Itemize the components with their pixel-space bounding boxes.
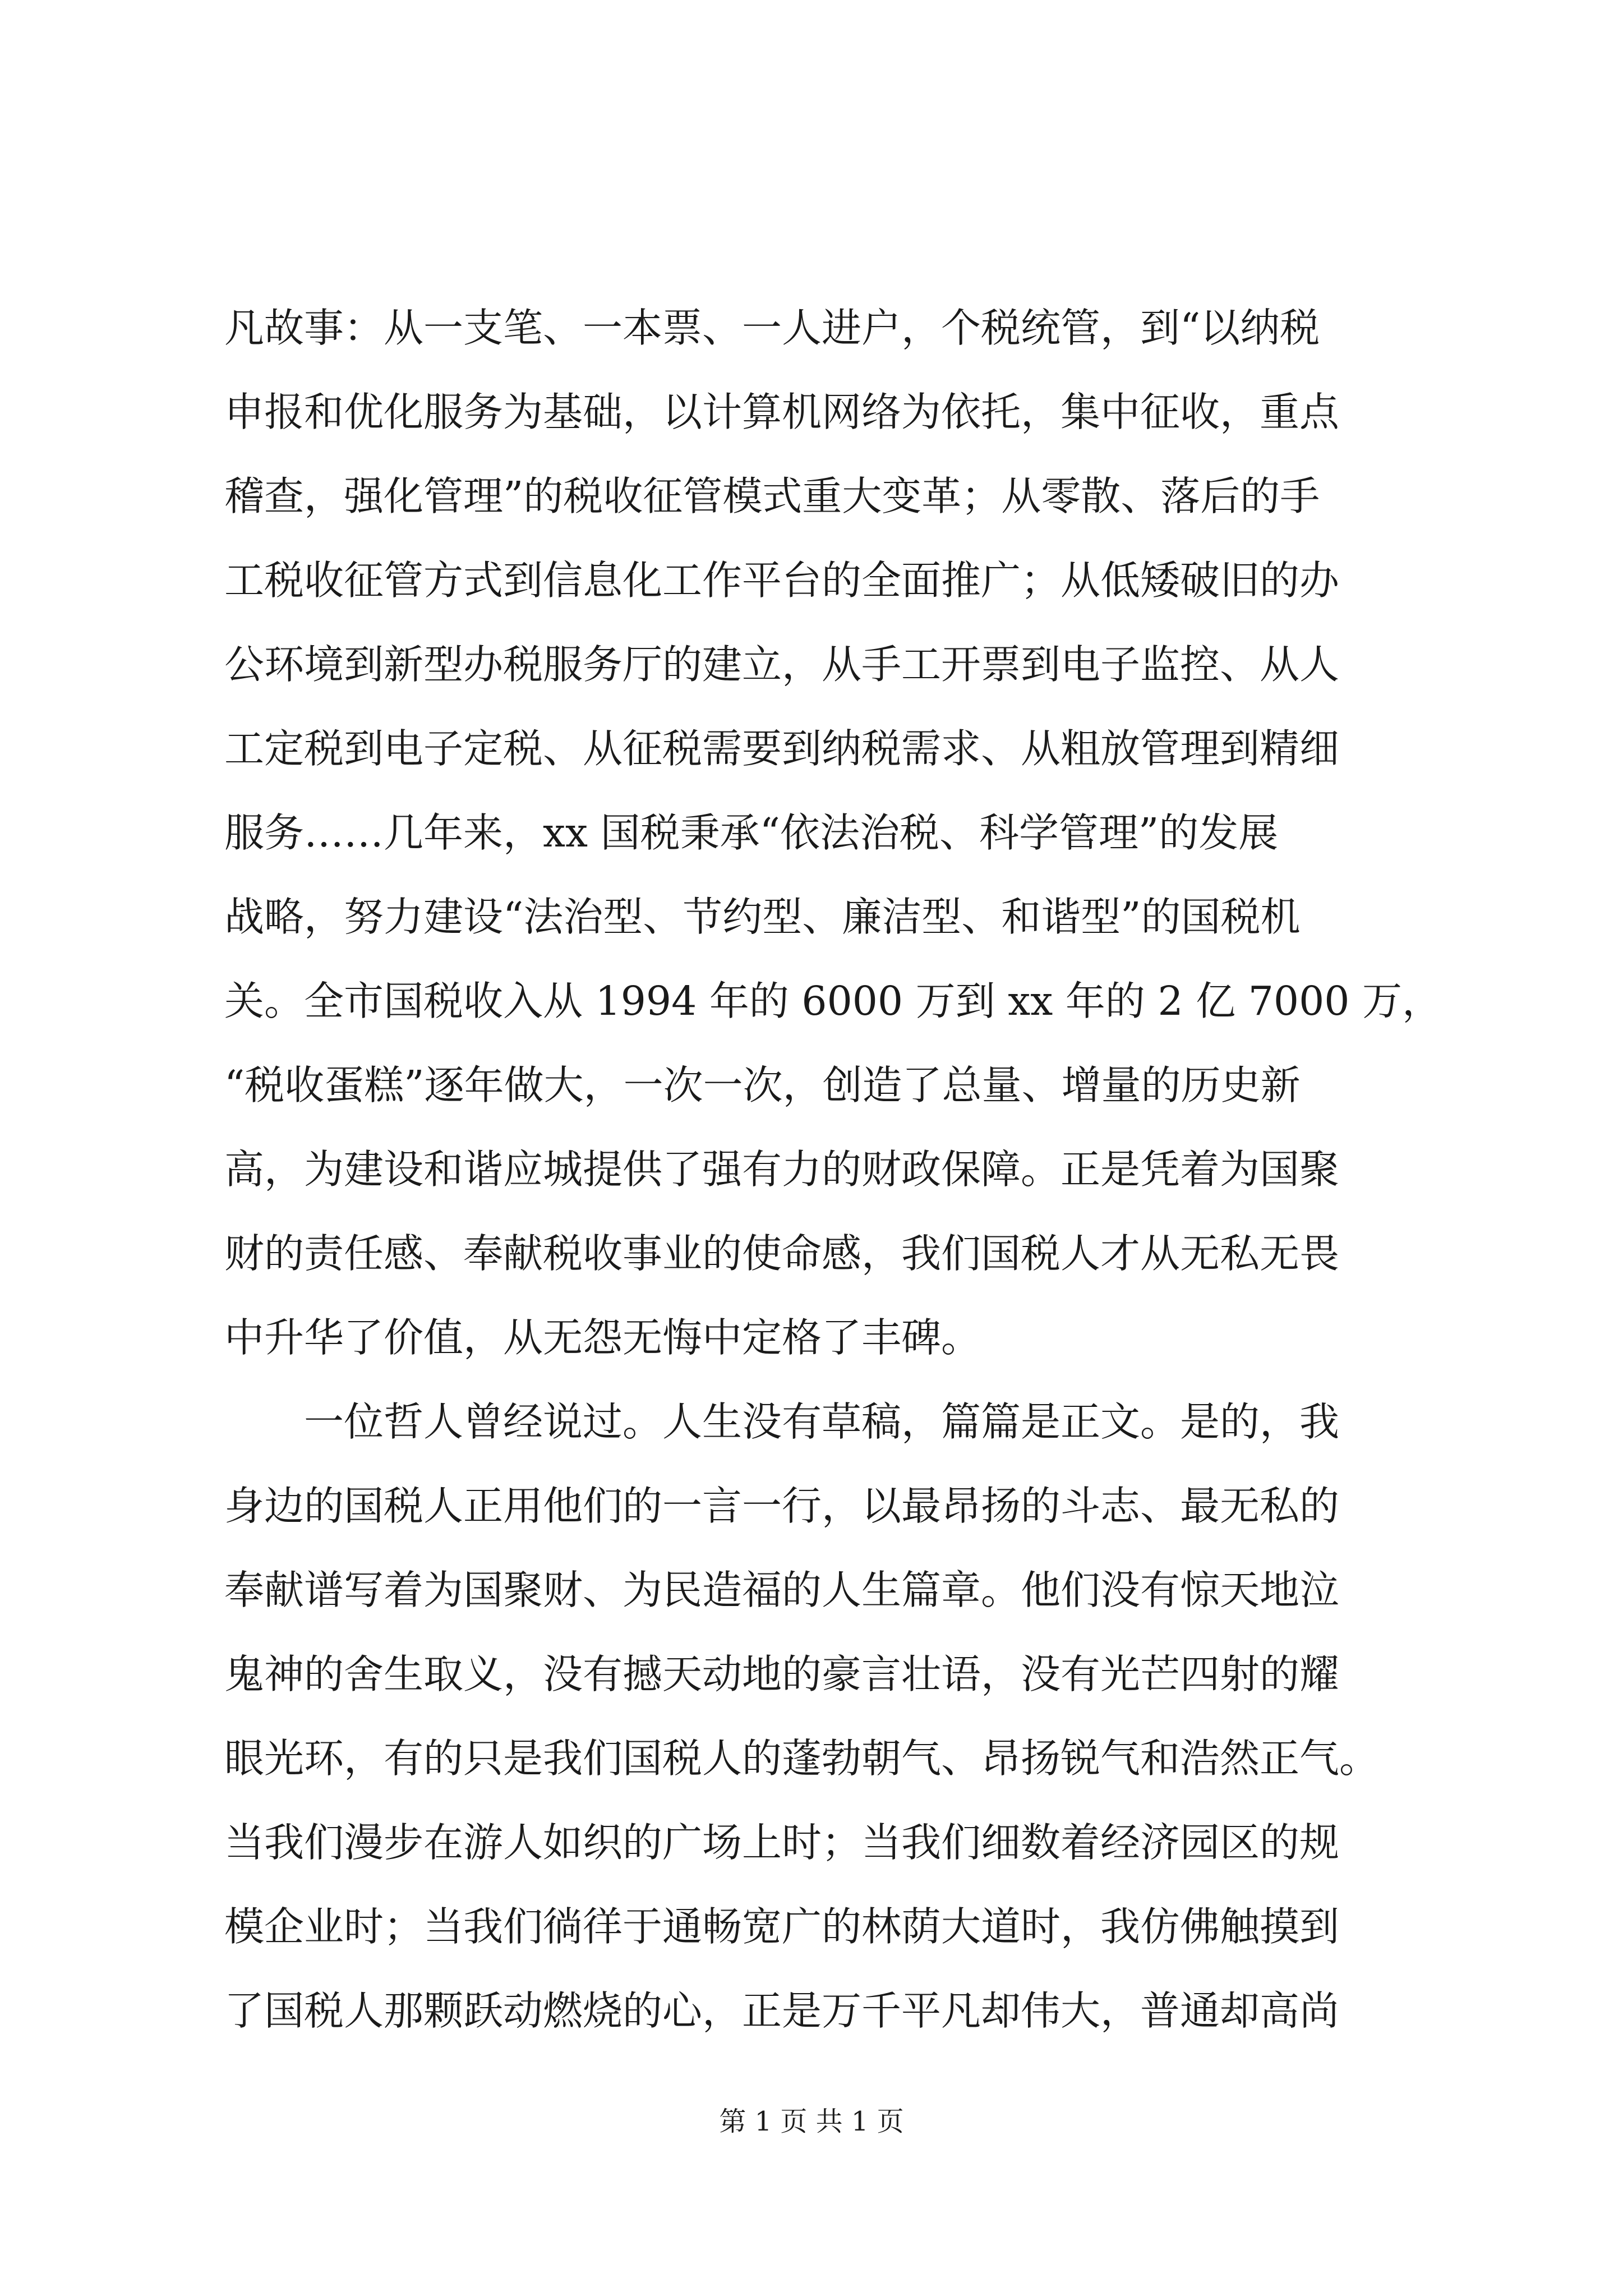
text-line: 奉献谱写着为国聚财、为民造福的人生篇章。他们没有惊天地泣 xyxy=(224,1567,1340,1613)
text-line: 眼光环，有的只是我们国税人的蓬勃朝气、昂扬锐气和浩然正气。 xyxy=(224,1735,1380,1782)
text-line: 工税收征管方式到信息化工作平台的全面推广；从低矮破旧的办 xyxy=(224,557,1340,604)
text-line: “税收蛋糕”逐年做大，一次一次，创造了总量、增量的历史新 xyxy=(224,1062,1301,1108)
page-footer: 第 1 页 共 1 页 xyxy=(719,2106,904,2137)
text-line: 了国税人那颗跃动燃烧的心，正是万千平凡却伟大，普通却高尚 xyxy=(224,1987,1340,2034)
text-line: 服务……几年来，xx 国税秉承“依法治税、科学管理”的发展 xyxy=(224,809,1279,856)
text-line: 凡故事：从一支笔、一本票、一人进户，个税统管，到“以纳税 xyxy=(224,305,1320,351)
text-line: 身边的国税人正用他们的一言一行，以最昂扬的斗志、最无私的 xyxy=(224,1483,1340,1529)
paragraph-first-line: 一位哲人曾经说过。人生没有草稿，篇篇是正文。是的，我 xyxy=(304,1398,1340,1445)
body-text xyxy=(224,286,1442,2053)
text-line: 鬼神的舍生取义，没有撼天动地的豪言壮语，没有光芒四射的耀 xyxy=(224,1651,1340,1697)
text-line: 财的责任感、奉献税收事业的使命感，我们国税人才从无私无畏 xyxy=(224,1230,1340,1277)
text-line: 稽查，强化管理”的税收征管模式重大变革；从零散、落后的手 xyxy=(224,473,1320,519)
text-line: 战略，努力建设“法治型、节约型、廉洁型、和谐型”的国税机 xyxy=(224,894,1301,940)
text-line: 模企业时；当我们徜徉于通畅宽广的林荫大道时，我仿佛触摸到 xyxy=(224,1903,1340,1950)
text-line: 关。全市国税收入从 1994 年的 6000 万到 xx 年的 2 亿 7000 万， xyxy=(224,978,1442,1024)
text-line: 高，为建设和谐应城提供了强有力的财政保障。正是凭着为国聚 xyxy=(224,1146,1340,1193)
text-line: 公环境到新型办税服务厅的建立，从手工开票到电子监控、从人 xyxy=(224,641,1340,688)
text-line: 申报和优化服务为基础，以计算机网络为依托，集中征收，重点 xyxy=(224,389,1340,435)
text-line: 中升华了价值，从无怨无悔中定格了丰碑。 xyxy=(224,1314,981,1361)
text-line: 工定税到电子定税、从征税需要到纳税需求、从粗放管理到精细 xyxy=(224,725,1340,772)
text-line: 当我们漫步在游人如织的广场上时；当我们细数着经济园区的规 xyxy=(224,1819,1340,1866)
